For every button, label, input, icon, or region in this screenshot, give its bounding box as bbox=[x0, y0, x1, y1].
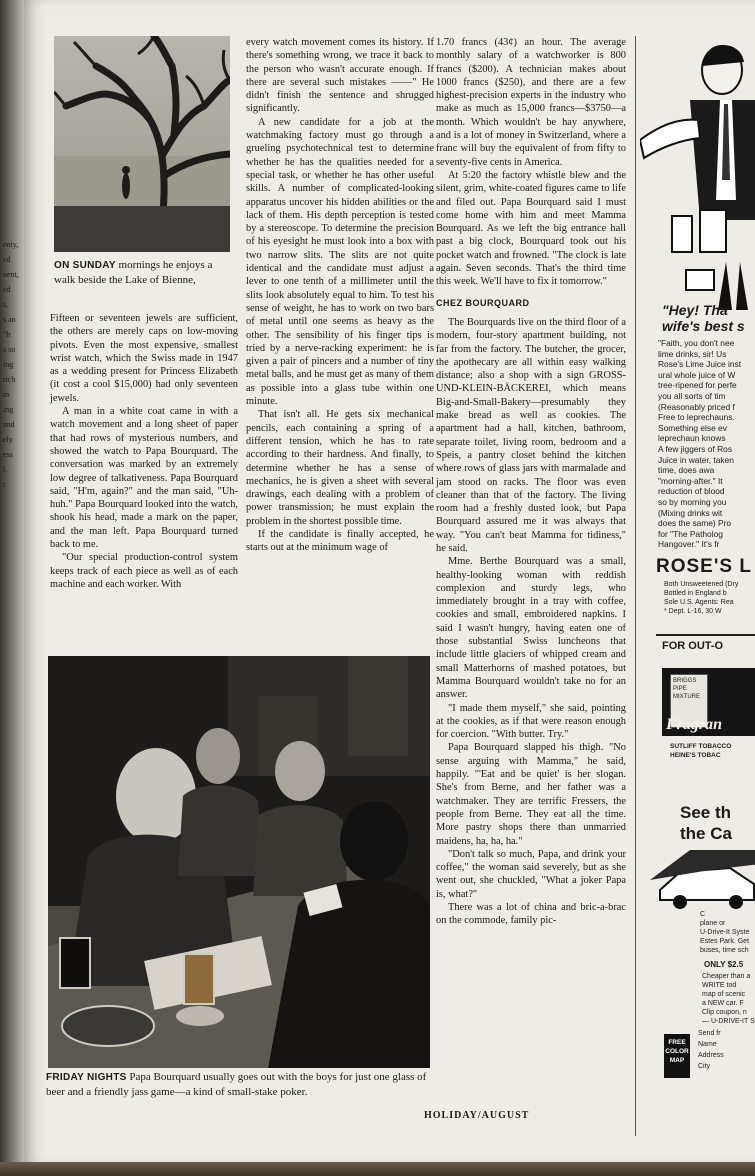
magazine-page bbox=[24, 0, 755, 1165]
friday-caption: FRIDAY NIGHTS Papa Bourquard usually goes out with the boys for just one glass of beer and a friendly jass game—a kind of small-stake poker. bbox=[46, 1071, 427, 1098]
paragraph: Mme. Berthe Bourquard was a small, healthy-looking woman with reddish complexion and sturdy legs, who immediately brought in a tray with coffee, cookies and small, embroidered napkins. I said I wasn't hungry, having eaten one of those substantial Swiss luncheons that include little glaciers of whipped cream and small Matterhorns of mashed potatoes, but Mamma Bourquard wouldn't take no for an answer. bbox=[436, 556, 626, 701]
adjacent-page-fragment: s, bbox=[3, 300, 9, 309]
paragraph: "Our special production-control system keeps track of each piece as well as of each machine and each worker. With bbox=[50, 552, 238, 590]
adjacent-page-fragment: ing bbox=[3, 405, 14, 414]
ad-headline: "Hey! Tha wife's best s bbox=[662, 302, 745, 334]
car-ad-headline: See th the Ca bbox=[680, 803, 732, 843]
car-ad-price: ONLY $2.5 bbox=[704, 960, 744, 969]
adjacent-page-fragment: l. bbox=[3, 465, 8, 474]
paragraph: There was a lot of china and bric-a-brac on the commode, family pic- bbox=[436, 902, 626, 927]
paragraph: every watch movement comes its history. If there's something wrong, we trace it back to the person who wasn't accurate enough. If there are several such mistakes ——" He didn't finish the sentence and shrugged significantly. bbox=[246, 37, 434, 115]
ad-brand: ROSE'S L bbox=[656, 556, 752, 577]
adjacent-page-fragment: ed bbox=[3, 255, 11, 264]
coupon: Send fr Name Address City bbox=[698, 1030, 724, 1070]
tobacco-ad bbox=[656, 630, 755, 780]
lake-photo bbox=[54, 36, 230, 252]
adjacent-page-fragment: r bbox=[3, 480, 6, 489]
ad-brand-sub: Both Unsweetened (Dry Bottled in England b Sole U.S. Agents: Rea * Dept. L-16, 30 W bbox=[664, 581, 739, 615]
body-column-1 bbox=[50, 312, 238, 591]
paragraph: Papa Bourquard slapped his thigh. "No sense arguing with Mamma," he said, happily. "'Eat and be quiet' is her slogan. She's from Berne, and her father was a watchmaker. They are terrific Fressers, the people from Berne. They eat all the time. More pastry shops there than unmarried maidens, ha, ha, ha." bbox=[436, 742, 626, 847]
tobacco-can: BRIGGS PIPE MIXTURE bbox=[670, 674, 708, 728]
car-illustration bbox=[650, 850, 755, 910]
ad-body: "Faith, you don't nee lime drinks, sir! Us Rose's Lime Juice inst ural whole juice of W tree-ripened for perfe you all sorts of tim (Reasonably priced f Free to leprechauns. Something else ev leprechaun knows A few jiggers of Ros Juice in water, taken time, does awa "morning-after." It reduction of blood so by morning you (Mixing drinks wit does the same) Pro for "The Patholog Hangover." It's fr bbox=[658, 338, 742, 550]
paragraph: At 5:20 the factory whistle blew and the silent, grim, white-coated figures came to life and filed out. Papa Bourquard said I must come home with him and meet Mamma Bourquard. As we left the big entrance hall past a big clock, Bourquard took out his pocket watch and frowned. "The clock is late again. Seven seconds. That's the third time this week. We'll have to fix it tomorrow." bbox=[436, 169, 626, 288]
paragraph: 1.70 francs (43¢) an hour. The average monthly salary of a watchworker is 800 francs ($200). A technician makes about 1000 francs ($250), and there are a few highest-precision experts in the industry who make as much as 15,000 francs—$3750—a month. Which wouldn't be hay anywhere, and is a lot of money in Switzerland, where a franc will buy the equivalent of from fifty to seventy-five cents in America. bbox=[436, 37, 626, 168]
tobacco-brand: Fragran bbox=[666, 716, 723, 733]
adjacent-page-fragment: ed bbox=[3, 285, 11, 294]
adjacent-page-text bbox=[0, 240, 24, 540]
tobacco-headline: FOR OUT-O bbox=[662, 640, 724, 652]
adjacent-page-fragment: enty, bbox=[3, 240, 19, 249]
table-surface bbox=[0, 1162, 755, 1176]
adjacent-page-fragment: ess bbox=[3, 450, 13, 459]
paragraph: That isn't all. He gets six mechanical pencils, each containing a spring of a different tension, which he has to rate according to their hardness. And finally, to determine whether he has a sense of mechanics, he is given a sheet with several drawings, each dealing with a problem of power transmission; he must explain the problem in the shortest possible time. bbox=[246, 409, 434, 527]
adjacent-page-fragment: s so bbox=[3, 345, 16, 354]
adjacent-page-fragment: rich bbox=[3, 375, 16, 384]
adjacent-page-fragment: ing bbox=[3, 360, 14, 369]
paragraph: The Bourquards live on the third floor of a modern, four-story apartment building, not far from the factory. The butcher, the grocer, the apothecary are all within easy walking distance; also a shop with a sign GROSS-UND-KLEIN-BÄCKEREI, which means Big-and-Small-Bakery—presumably they make bread as well as cookies. The apartment had a hall, kitchen, bathroom, separate toilet, living room, bedroom and a Speis, a pantry closet behind the kitchen where rows of glass jars with marmalade and jam stood on racks. The floor was even cleaner than that of the factory. The living room had a freshly dusted look, but Papa Bourquard assured me it was always that way. "You can't beat Mamma for tidiness," he said. bbox=[436, 316, 626, 554]
adjacent-page-fragment: s an bbox=[3, 315, 16, 324]
paragraph: Fifteen or seventeen jewels are sufficient, the others are merely caps on low-moving pivots. Even the most expensive, smallest wrist watch, which the Swiss made in 1947 as a wedding present for Princess Elizabeth (it cost a cool $15,000) had only seventeen jewels. bbox=[50, 313, 238, 404]
paragraph: A new candidate for a job at the watchmaking factory must go through a grueling psychotechnical test to determine whether he has the qualities needed for a special task, or whether he has other useful skills. A number of complicated-looking apparatus uncover his hidden abilities or the lack of them. His depth perception is tested by a stereoscope. To determine the precision of his eyesight he must look into a box with two narrow slits. The slits are not quite identical and the candidate must adjust a lever to one tenth of a millimeter until the slits look absolutely equal to him. To test his sense of weight, he has to work on two bars of metal until one seems as heavy as the other. The sensibility of his finger tips is tried by a nerve-racking experiment: he is given a pair of pincers and a number of tiny metal balls, and he must get as many of them as possible into a glass tube within one minute. bbox=[246, 116, 434, 408]
sunday-caption: ON SUNDAY mornings he enjoys a walk beside the Lake of Bienne, bbox=[54, 259, 213, 286]
lake-photo-scene bbox=[54, 36, 230, 252]
adjacent-page-fragment: "h bbox=[3, 330, 11, 339]
column-rule bbox=[635, 36, 636, 1136]
tobacco-footer: SUTLIFF TOBACCO HEINE'S TOBAC bbox=[670, 743, 732, 759]
leprechaun-illustration bbox=[640, 30, 755, 310]
paragraph: A man in a white coat came in with a watch movement and a long sheet of paper that had rows of mysterious numbers, and showed the watch to Papa Bourquard. The conversation was marked by an extremely low degree of talkativeness. Papa Bourquard said, "H'm, again?" and the man said, "Uh-huh." Papa Bourquard looked into the watch, shook his head, made a mark on the paper, and the man left. Papa Bourquard turned back to me. bbox=[50, 406, 238, 551]
car-ad-body: C plane or U-Drive-It Syste Estes Park. Get buses, time sch bbox=[700, 911, 750, 954]
adjacent-page-fragment: nent, bbox=[3, 270, 19, 279]
adjacent-page-fragment: ely bbox=[3, 435, 13, 444]
paragraph: "I made them myself," she said, pointing at the cookies, as if that were reason enough for coercion. "With butter. Try." bbox=[436, 702, 626, 741]
adjacent-page-fragment: and bbox=[3, 420, 15, 429]
free-color-map-badge: FREE COLOR MAP bbox=[664, 1034, 690, 1078]
body-column-2 bbox=[246, 36, 434, 555]
paragraph: If the candidate is finally accepted, he starts out at the minimum wage of bbox=[246, 528, 434, 554]
section-subhead: CHEZ BOURQUARD bbox=[436, 297, 530, 308]
car-ad-body-2: Cheaper than a WRITE tod map of scenic a NEW car. F Clip coupon, n — U-DRIVE-IT S bbox=[702, 973, 755, 1025]
body-column-3 bbox=[436, 36, 626, 928]
ad-column bbox=[640, 30, 755, 1150]
folio: HOLIDAY/AUGUST bbox=[424, 1110, 530, 1121]
card-game-photo bbox=[48, 656, 430, 1068]
adjacent-page-fragment: m bbox=[3, 390, 10, 399]
adjacent-page-edge bbox=[0, 0, 26, 1176]
card-game-scene bbox=[48, 656, 430, 1068]
paragraph: "Don't talk so much, Papa, and drink your coffee," the woman said severely, but as she went out, she chuckled, "What a joker Papa is, what?" bbox=[436, 848, 626, 900]
